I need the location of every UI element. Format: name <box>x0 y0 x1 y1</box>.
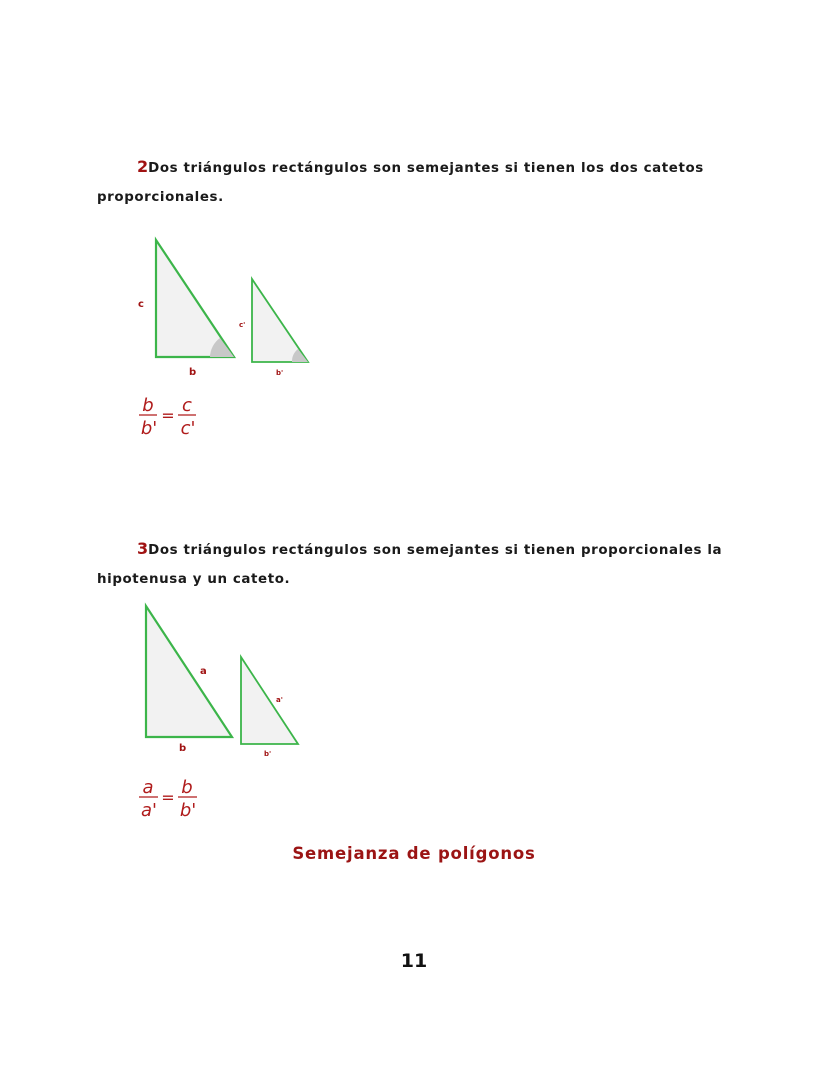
section-title: Semejanza de polígonos <box>292 844 536 863</box>
formula-2-equals: = <box>161 788 175 807</box>
small-right-triangle <box>252 279 308 362</box>
formula-1-left-den: b' <box>140 418 158 439</box>
criterion-2-line1 <box>97 152 717 183</box>
criterion-2-line1-text: Dos triángulos rectángulos son semejantes si tienen los dos catetos <box>148 161 704 176</box>
big-right-triangle-2 <box>146 606 232 737</box>
formula-1-right-num: c <box>182 395 192 416</box>
formula-1-right-den: c' <box>180 418 196 439</box>
formula-b-over-b-prime <box>139 395 196 439</box>
formula-2-right-den: b' <box>179 800 197 821</box>
criterion-3-text <box>97 534 723 594</box>
formula-1-equals: = <box>161 406 175 425</box>
criterion-3-number: 3 <box>137 539 149 558</box>
formula-a-over-a-prime <box>139 777 197 821</box>
figure-legs-proportional <box>120 228 340 458</box>
formula-2-left-den: a' <box>141 800 157 821</box>
formula-1-left-num: b <box>142 395 154 416</box>
criterion-2-number: 2 <box>137 157 149 176</box>
label-c-prime: c' <box>239 321 246 329</box>
label-a-prime: a' <box>276 696 283 704</box>
label-b-prime: b' <box>276 369 284 377</box>
label-b: b <box>189 367 197 378</box>
page-number: 11 <box>400 950 428 972</box>
criterion-2-text <box>97 152 717 212</box>
formula-2-right-num: b <box>181 777 193 798</box>
criterion-3-line2: hipotenusa y un cateto. <box>97 572 291 587</box>
criterion-2-line2: proporcionales. <box>97 190 224 205</box>
label-b-prime-2: b' <box>264 750 272 758</box>
criterion-3-line1 <box>97 534 723 565</box>
criterion-3-line1-text: Dos triángulos rectángulos son semejantes si tienen proporcionales la <box>148 543 723 558</box>
small-right-triangle-2 <box>241 657 298 744</box>
formula-2-left-num: a <box>142 777 154 798</box>
label-b-2: b <box>179 743 187 754</box>
label-a: a <box>200 666 207 677</box>
figure-hypotenuse-leg-proportional <box>120 596 340 826</box>
big-right-triangle <box>156 240 234 357</box>
label-c: c <box>138 299 144 310</box>
